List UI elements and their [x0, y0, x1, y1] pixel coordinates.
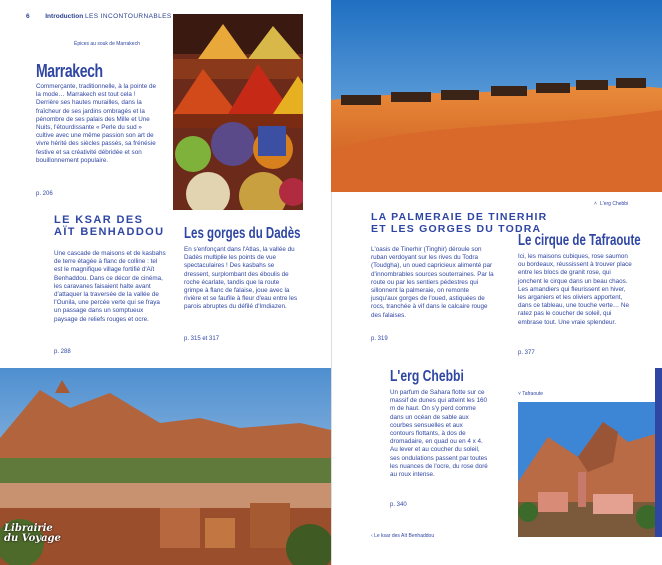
tinerhir-title-line2: ET LES GORGES DU TODRA [371, 223, 542, 235]
blue-edge-bar [655, 368, 662, 537]
tinerhir-page: p. 319 [371, 336, 388, 342]
page-header [26, 13, 172, 20]
page-number: 6 [26, 13, 30, 20]
ksar-body: Une cascade de maisons et de kasbahs de terre étagée à flanc de colline : tel est le magnifique village fortifié d'Aït Benhaddou. Dans ce décor de cinéma, les caravanes faisaient halte avant d'attaquer la traversée de la vallée de l'Ounila, une percée verte qui se fraya un passage dans un somptueux paysage de reliefs rouges et ocre. [54, 250, 166, 323]
tafraoute-body: Ici, les maisons cubiques, rose saumon ou bordeaux, réussissent à trouver place entre les blocs de granit rose, qui jonchent le cirque dans un beau chaos. Les amandiers qui fleurissent en hiver, les arganiers et les oliviers apportent, dans ce tableau, une touche verte… Ne ratez pas le coucher de soleil, qui embrase tout. Une vraie splendeur. [518, 253, 632, 326]
chebbi-title: L'erg Chebbi [390, 368, 464, 385]
chebbi-page: p. 340 [390, 502, 407, 508]
ksar-title [54, 214, 164, 238]
ksar-caption-text: Le ksar des Aït Benhaddou [374, 533, 435, 539]
erg-caption: L'erg Chebbi [600, 201, 629, 207]
tinerhir-title-line1: LA PALMERAIE DE TINERHIR [371, 211, 548, 223]
chevron-left-icon: ‹ [371, 533, 375, 539]
marrakech-body: Commerçante, traditionnelle, à la pointe de la mode… Marrakech est tout cela ! Derrière ses hautes murailles, dans la fraîcheur de ses jardins ombragés et la pénombre de ses palais des Mille et Une Nuits, l'étourdissante « Perle du sud » cultive avec une même passion son art de vivre hérité des siècles passés, sa frénésie festive et sa créativité débridée et son bouillonnement populaire. [36, 83, 157, 164]
tafraoute-title: Le cirque de Tafraoute [518, 232, 641, 249]
ksar-caption [371, 533, 434, 539]
watermark-line1: Librairie [4, 523, 53, 534]
dades-page: p. 315 et 317 [184, 336, 220, 342]
tafraoute-caption [518, 391, 543, 397]
spices-caption: Épices au souk de Marrakech [74, 41, 140, 47]
watermark-line2: du Voyage [4, 533, 61, 544]
chebbi-body: Un parfum de Sahara flotte sur ce massif de dunes qui atteint les 160 m de haut. On s'y perd comme dans un océan de sable aux courbes sensuelles et aux contours flottants, à dos de dromadaire, en quad ou en 4 x 4. Au lever et au coucher du soleil, ses ondulations passent par toutes les nuances de l'ocre, du rose doré au roux intense. [390, 389, 488, 479]
erg-caption-marker [594, 201, 597, 207]
dades-title: Les gorges du Dadès [184, 225, 301, 242]
tafraoute-page: p. 377 [518, 350, 535, 356]
ksar-title-line2: AÏT BENHADDOU [54, 226, 165, 238]
chevron-up-icon: ˄ [594, 201, 597, 207]
dades-body: En s'enfonçant dans l'Atlas, la vallée du Dadès multiplie les points de vue spectaculaires ! Des kasbahs se dressent, surplombant des éboulis de roche écarlate, tandis que la route grimpe à flanc de falaise, joue avec la rivière et se faufile à fleur d'eau entre les parois abruptes du défilé d'Imdiazen. [184, 246, 298, 311]
erg-chebbi-photo [331, 0, 662, 192]
tafraoute-photo [518, 402, 662, 537]
marrakech-title: Marrakech [36, 61, 103, 81]
subsection-label: LES INCONTOURNABLES [84, 13, 172, 20]
tinerhir-body: L'oasis de Tinerhir (Tinghir) déroule son ruban verdoyant sur les rives du Todra (Toudgha), un oued capricieux alimenté par d'innombrables sources souterraines. Par la route ou par les sentiers pédestres qui sillonnent la palmeraie, on remonte jusqu'aux gorges de l'oued, astiquées de rocs, tranchée à vif dans le calcaire rouge des falaises. [371, 246, 494, 319]
section-label: Introduction [45, 13, 84, 20]
ksar-page: p. 288 [54, 349, 71, 355]
ksar-title-line1: LE KSAR DES [54, 214, 144, 226]
spices-photo [173, 14, 303, 210]
marrakech-page: p. 206 [36, 191, 53, 197]
chevron-down-icon: ˅ [518, 391, 523, 397]
watermark [4, 524, 61, 544]
tafraoute-caption-text: Tafraoute [522, 391, 544, 397]
